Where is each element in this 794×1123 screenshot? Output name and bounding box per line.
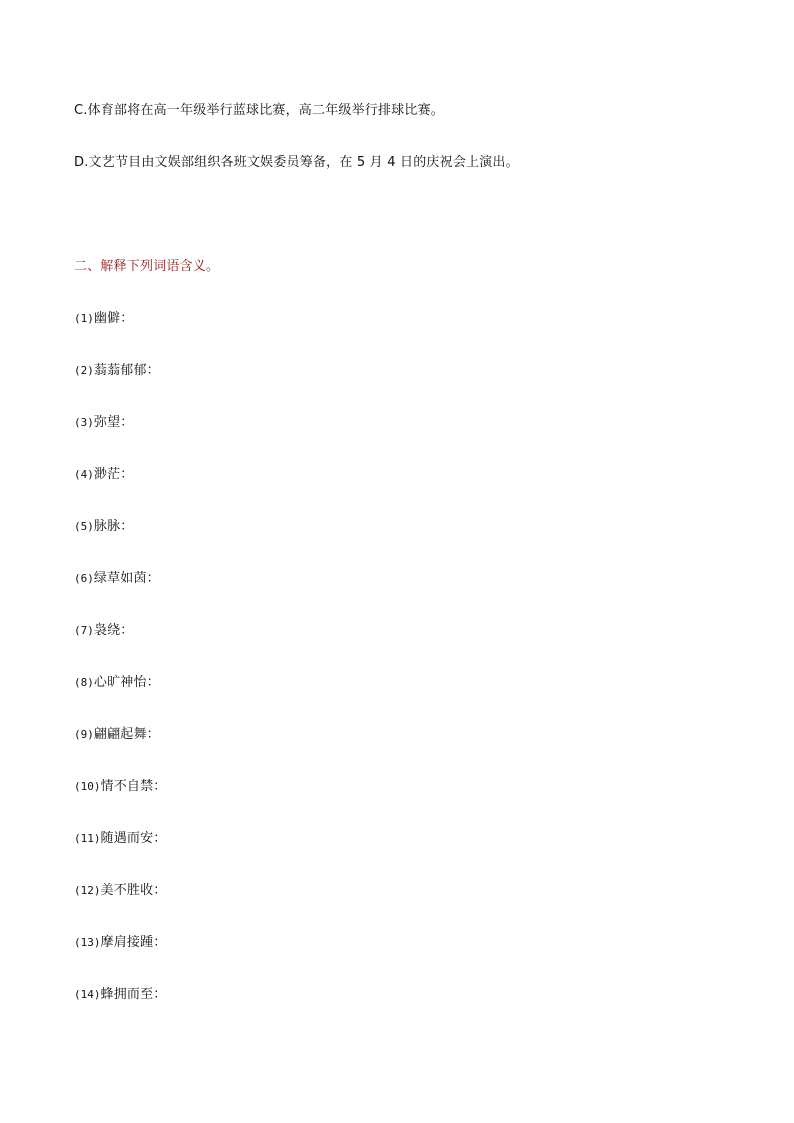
question-number: (7) <box>74 624 94 637</box>
question-term: 蓊蓊郁郁： <box>93 363 160 378</box>
question-item <box>74 518 133 536</box>
question-item <box>74 726 160 744</box>
question-item <box>74 882 167 900</box>
question-term: 袅绕： <box>93 623 134 638</box>
question-item <box>74 934 167 952</box>
question-term: 摩肩接踵： <box>100 935 167 950</box>
section-heading-text: 二、解释下列词语含义。 <box>74 259 220 274</box>
question-number: (13) <box>74 936 101 949</box>
question-item <box>74 310 133 328</box>
option-c-text: C.体育部将在高一年级举行蓝球比赛，高二年级举行排球比赛。 <box>74 103 445 118</box>
question-number: (10) <box>74 780 101 793</box>
question-number: (11) <box>74 832 101 845</box>
question-number: (1) <box>74 312 94 325</box>
question-item <box>74 622 133 640</box>
question-term: 绿草如茵： <box>93 571 160 586</box>
question-term: 弥望： <box>93 415 134 430</box>
question-item <box>74 830 167 848</box>
question-item <box>74 362 160 380</box>
question-number: (9) <box>74 728 94 741</box>
question-item <box>74 570 160 588</box>
question-term: 心旷神怡： <box>93 675 160 690</box>
question-number: (2) <box>74 364 94 377</box>
question-number: (12) <box>74 884 101 897</box>
section-heading <box>74 258 219 276</box>
question-term: 随遇而安： <box>100 831 167 846</box>
option-d-text: D.文艺节目由文娱部组织各班文娱委员筹备，在 5 月 4 日的庆祝会上演出。 <box>74 155 519 170</box>
question-item <box>74 674 160 692</box>
question-term: 幽僻： <box>93 311 134 326</box>
question-number: (3) <box>74 416 94 429</box>
question-item <box>74 414 133 432</box>
question-number: (8) <box>74 676 94 689</box>
question-term: 翩翩起舞： <box>93 727 160 742</box>
question-term: 脉脉： <box>93 519 134 534</box>
question-item <box>74 778 167 796</box>
question-term: 渺茫： <box>93 467 134 482</box>
question-item <box>74 466 133 484</box>
question-number: (14) <box>74 988 101 1001</box>
question-number: (4) <box>74 468 94 481</box>
question-number: (6) <box>74 572 94 585</box>
question-term: 美不胜收： <box>100 883 167 898</box>
question-item <box>74 986 167 1004</box>
question-number: (5) <box>74 520 94 533</box>
question-term: 蜂拥而至： <box>100 987 167 1002</box>
question-term: 情不自禁： <box>100 779 167 794</box>
